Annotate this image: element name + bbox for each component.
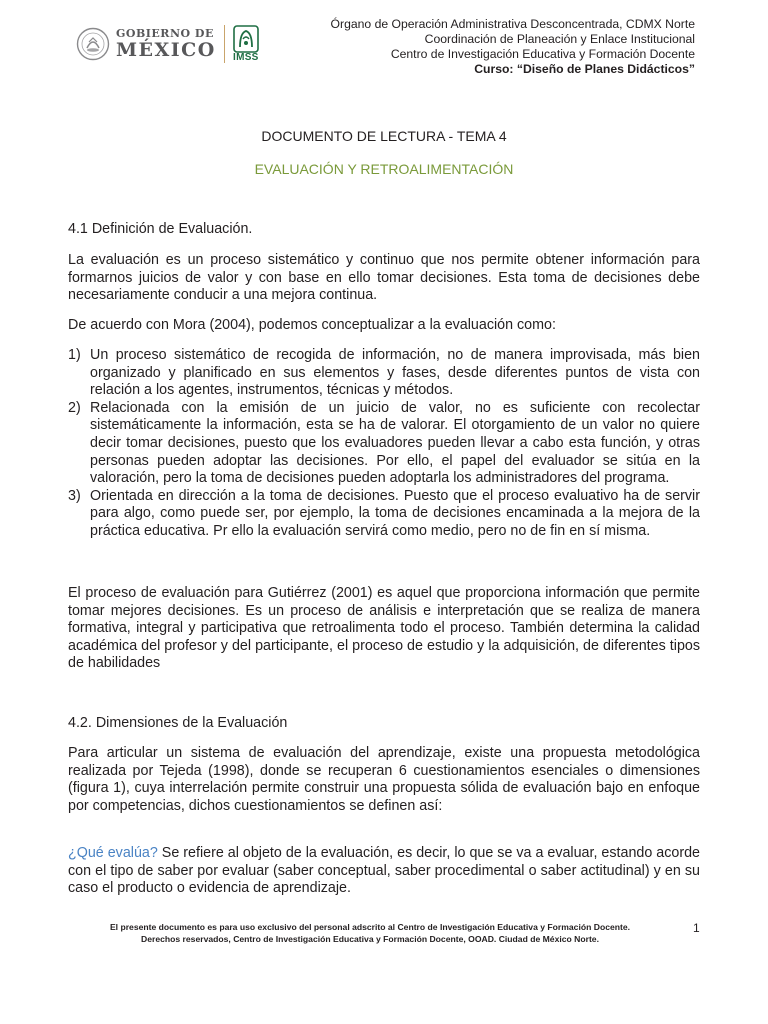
- footer-line-1: El presente documento es para uso exclusivo del personal adscrito al Centro de Investigación Educativa y Formación Docente.: [109, 922, 631, 932]
- imss-emblem-icon: [233, 25, 259, 53]
- paragraph-que-evalua: [68, 845, 700, 898]
- section-heading-4-1: 4.1 Definición de Evaluación.: [68, 221, 253, 237]
- document-subtitle: EVALUACIÓN Y RETROALIMENTACIÓN: [254, 161, 514, 177]
- list-item-number: 2): [68, 399, 81, 416]
- header-line-coordinacion: Coordinación de Planeación y Enlace Institucional: [424, 32, 695, 46]
- header-institution-text: [331, 17, 695, 77]
- header-line-centro: Centro de Investigación Educativa y Formación Docente: [390, 47, 695, 61]
- list-item-number: 1): [68, 347, 81, 363]
- footer-disclaimer: [60, 921, 680, 945]
- list-item-text: Un proceso sistemático de recogida de información, no de manera improvisada, más bien organizado y planificado en sus elementos y fases, desde diferentes puntos de vista con relación a los agentes, instrumentos, técnicas y métodos.: [90, 347, 700, 399]
- list-item: [68, 347, 700, 400]
- mexico-seal-icon: [76, 27, 110, 61]
- list-item: [68, 400, 700, 488]
- header-logos: [76, 22, 259, 66]
- gobierno-de-label: GOBIERNO DE: [116, 27, 214, 40]
- paragraph-mora: De acuerdo con Mora (2004), podemos conceptualizar a la evaluación como:: [68, 317, 556, 333]
- gobierno-mexico-logo: [116, 28, 216, 60]
- list-item-text: Orientada en dirección a la toma de decisiones. Puesto que el proceso evaluativo ha de servir para algo, como puede ser, por ejemplo, la toma de decisiones encaminada a la mejora de la práctica educativa. Pr ello la evaluación servirá como medio, pero no de fin en sí misma.: [90, 487, 700, 539]
- paragraph-definition: La evaluación es un proceso sistemático y continuo que nos permite obtener información para formarnos juicios de valor y con base en ello tomar decisiones. Esta toma de decisiones debe necesariamente conducir a una mejora continua.: [68, 252, 700, 304]
- header-course: Curso: “Diseño de Planes Didácticos”: [474, 62, 695, 76]
- mora-list: [68, 347, 700, 541]
- section-heading-4-2: 4.2. Dimensiones de la Evaluación: [68, 715, 288, 731]
- paragraph-tejeda: Para articular un sistema de evaluación del aprendizaje, existe una propuesta metodológica realizada por Tejeda (1998), donde se recuperan 6 cuestionamientos esenciales o dimensiones (figura 1), cuya interrelación permite construir una propuesta sólida de evaluación bajo en enfoque por competencias, dichos cuestionamientos se definen así:: [68, 745, 700, 814]
- paragraph-gutierrez: El proceso de evaluación para Gutiérrez (2001) es aquel que proporciona información que permite tomar mejores decisiones. Es un proceso de análisis e interpretación que se realiza de manera formativa, integral y participativa que retroalimenta todo el proceso. También determina la calidad académica del profesor y del participante, el proceso de estudio y la adquisición, de diferentes tipos de habilidades: [68, 585, 700, 672]
- footer-line-2: Derechos reservados, Centro de Investigación Educativa y Formación Docente, OOAD. Ciudad de México Norte.: [141, 934, 599, 944]
- que-evalua-highlight: ¿Qué evalúa?: [68, 845, 158, 861]
- que-evalua-text: Se refiere al objeto de la evaluación, es decir, lo que se va a evaluar, estando acorde con el tipo de saber por evaluar (saber conceptual, saber procedimental o saber actitudinal) y en su caso el producto o evidencia de aprendizaje.: [68, 845, 701, 897]
- list-item-text: Relacionada con la emisión de un juicio de valor, no es suficiente con recolectar sistemáticamente la información, esta se ha de valorar. El otorgamiento de un valor no quiere decir tomar decisiones, puesto que los evaluadores pueden llevar a cabo esta función, y otras personas pueden adoptar las decisiones. Por ello, el papel del evaluador se sitúa en la valoración, pero la toma de decisiones pueden adoptarla los administradores del programa.: [90, 399, 700, 487]
- list-item-number: 3): [68, 487, 81, 504]
- imss-logo: [233, 25, 259, 63]
- imss-label: IMSS: [233, 52, 259, 63]
- mexico-label: MÉXICO: [116, 39, 216, 61]
- header-line-organo: Órgano de Operación Administrativa Desconcentrada, CDMX Norte: [330, 17, 695, 31]
- page-number: 1: [693, 921, 700, 935]
- list-item: [68, 488, 700, 541]
- logo-separator: [224, 25, 225, 63]
- document-title: DOCUMENTO DE LECTURA - TEMA 4: [261, 128, 507, 144]
